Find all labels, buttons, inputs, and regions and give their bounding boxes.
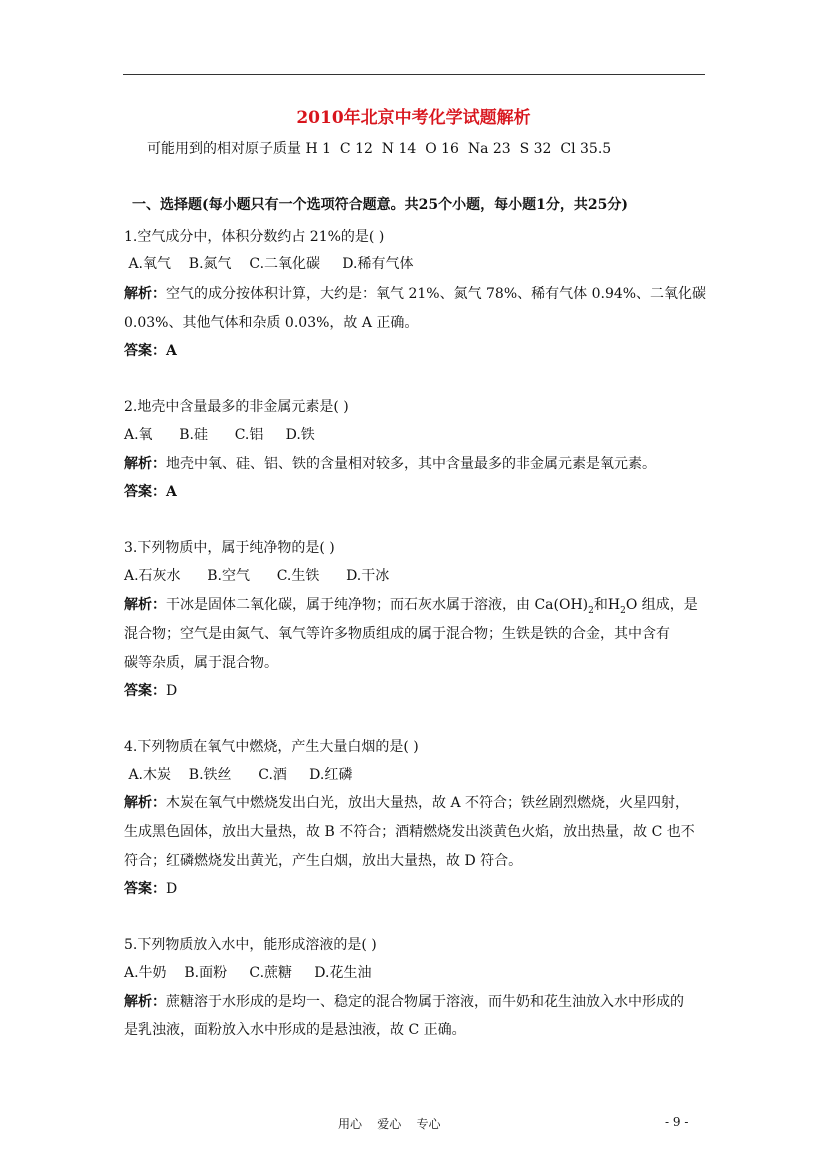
q3-analysis-line1 — [124, 594, 698, 616]
q5-question: 5.下列物质放入水中，能形成溶液的是( ) — [124, 937, 377, 953]
answer-label: 答案： — [124, 484, 166, 500]
q1-answer — [124, 340, 177, 360]
q5-options: A.牛奶 B.面粉 C.蔗糖 D.花生油 — [124, 965, 372, 981]
q4-analysis-line2: 生成黑色固体，放出大量热，故 B 不符合；酒精燃烧发出淡黄色火焰，放出热量，故 C 也不 — [124, 824, 695, 840]
answer-label: 答案： — [124, 343, 166, 359]
analysis-label: 解析： — [124, 994, 166, 1010]
q4-options: A.木炭 B.铁丝 C.酒 D.红磷 — [124, 767, 353, 783]
q1-answer-value: A — [166, 343, 177, 359]
footer-motto: 用心 爱心 专心 — [338, 1117, 441, 1131]
analysis-label: 解析： — [124, 597, 166, 613]
document-title: 2010年北京中考化学试题解析 — [296, 108, 531, 128]
q2-answer-value: A — [166, 484, 177, 500]
analysis-label: 解析： — [124, 456, 166, 472]
q3-analysis-text-a: 干冰是固体二氧化碳，属于纯净物；而石灰水属于溶液，由 Ca(OH) — [166, 597, 589, 613]
q3-analysis-text-c: O 组成，是 — [625, 597, 698, 613]
q3-answer — [124, 680, 177, 700]
q5-analysis-text: 蔗糖溶于水形成的是均一、稳定的混合物属于溶液，而牛奶和花生油放入水中形成的 — [166, 994, 684, 1010]
q3-answer-value: D — [166, 683, 178, 699]
q2-analysis-line1 — [124, 453, 656, 473]
atomic-mass-note: 可能用到的相对原子质量 H 1 C 12 N 14 O 16 Na 23 S 32 Cl 35.5 — [147, 141, 612, 157]
q2-question: 2.地壳中含量最多的非金属元素是( ) — [124, 399, 349, 415]
section-heading: 一、选择题(每小题只有一个选项符合题意。共25个小题，每小题1分，共25分) — [132, 197, 628, 213]
q3-subscript-2: 2 — [620, 605, 626, 616]
q3-question: 3.下列物质中，属于纯净物的是( ) — [124, 540, 335, 556]
q4-analysis-text: 木炭在氧气中燃烧发出白光，放出大量热，故 A 不符合；铁丝剧烈燃烧，火星四射， — [166, 795, 690, 811]
q3-subscript-1: 2 — [588, 605, 594, 616]
q1-analysis-line1 — [124, 283, 706, 303]
q3-analysis-line3: 碳等杂质，属于混合物。 — [124, 655, 278, 671]
answer-label: 答案： — [124, 683, 166, 699]
q2-options: A.氧 B.硅 C.铝 D.铁 — [124, 427, 315, 443]
header-rule — [123, 74, 705, 75]
page-number: - 9 - — [665, 1115, 689, 1129]
analysis-label: 解析： — [124, 286, 166, 302]
q3-analysis-line2: 混合物；空气是由氮气、氧气等许多物质组成的属于混合物；生铁是铁的合金，其中含有 — [124, 626, 670, 642]
q1-analysis-line2: 0.03%、其他气体和杂质 0.03%，故 A 正确。 — [124, 315, 419, 331]
q1-analysis-text: 空气的成分按体积计算，大约是：氧气 21%、氮气 78%、稀有气体 0.94%、二氧化碳 — [166, 286, 707, 302]
q5-analysis-line1 — [124, 991, 684, 1011]
q2-answer — [124, 481, 177, 501]
analysis-label: 解析： — [124, 795, 166, 811]
q4-answer — [124, 878, 177, 898]
q3-analysis-text-b: 和H — [593, 597, 621, 613]
q2-analysis-text: 地壳中氧、硅、铝、铁的含量相对较多，其中含量最多的非金属元素是氧元素。 — [166, 456, 656, 472]
q4-question: 4.下列物质在氧气中燃烧，产生大量白烟的是( ) — [124, 739, 419, 755]
q4-answer-value: D — [166, 881, 178, 897]
q5-analysis-line2: 是乳浊液，面粉放入水中形成的是悬浊液，故 C 正确。 — [124, 1022, 466, 1038]
q1-question: 1.空气成分中，体积分数约占 21%的是( ) — [124, 229, 385, 245]
q4-analysis-line3: 符合；红磷燃烧发出黄光，产生白烟，放出大量热，故 D 符合。 — [124, 853, 523, 869]
answer-label: 答案： — [124, 881, 166, 897]
q1-options: A.氧气 B.氮气 C.二氧化碳 D.稀有气体 — [124, 256, 414, 272]
q3-options: A.石灰水 B.空气 C.生铁 D.干冰 — [124, 568, 390, 584]
q4-analysis-line1 — [124, 792, 689, 812]
